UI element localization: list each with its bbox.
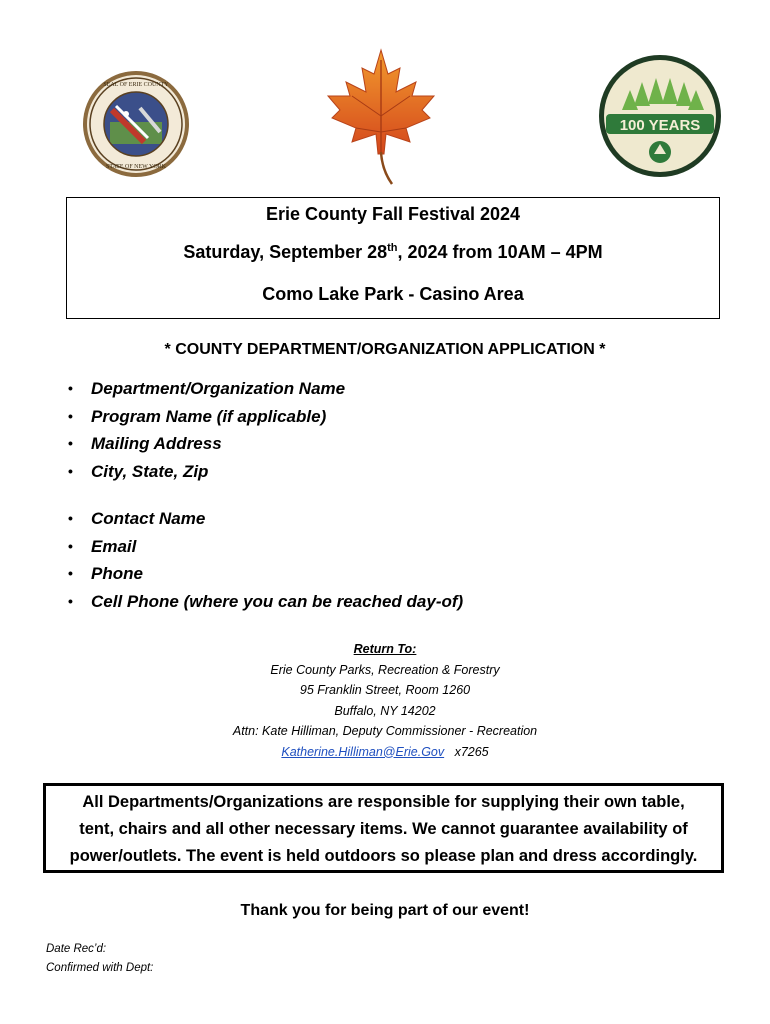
field-label: Department/Organization Name bbox=[91, 379, 346, 398]
bullet-icon: • bbox=[68, 380, 73, 396]
field-label: Program Name (if applicable) bbox=[91, 406, 327, 426]
field-label: Email bbox=[91, 536, 137, 556]
badge-text: 100 YEARS bbox=[619, 117, 701, 134]
notice-line: power/outlets. The event is held outdoors so please plan and dress accordingly. bbox=[69, 847, 698, 865]
event-title: Erie County Fall Festival 2024 bbox=[265, 204, 521, 224]
bullet-icon: • bbox=[68, 592, 73, 609]
event-date-main: Saturday, September 28 bbox=[183, 242, 388, 262]
notice-box bbox=[43, 783, 724, 873]
bullet-icon: • bbox=[68, 537, 73, 554]
field-label: Contact Name bbox=[91, 509, 206, 528]
field-label: Mailing Address bbox=[91, 434, 222, 453]
confirmed-with-dept-label: Confirmed with Dept: bbox=[46, 962, 154, 974]
maple-leaf-icon bbox=[322, 46, 440, 186]
seal-bottom-text: STATE OF NEW YORK bbox=[105, 164, 167, 170]
list-item bbox=[66, 505, 463, 533]
return-to-heading: Return To: bbox=[353, 642, 417, 656]
field-label: City, State, Zip bbox=[91, 461, 209, 481]
list-item bbox=[66, 403, 345, 431]
list-item bbox=[66, 533, 463, 561]
bullet-icon: • bbox=[68, 407, 73, 424]
bullet-icon: • bbox=[68, 510, 73, 526]
return-to-contact bbox=[0, 742, 770, 763]
list-item bbox=[66, 430, 345, 458]
event-title-box bbox=[66, 197, 720, 319]
notice-line: All Departments/Organizations are responsible for supplying their own table, bbox=[82, 793, 685, 811]
bullet-icon: • bbox=[68, 462, 73, 479]
event-date-suffix-sup: th bbox=[387, 242, 398, 254]
return-to-attn: Attn: Kate Hilliman, Deputy Commissioner - Recreation bbox=[232, 724, 538, 738]
field-label: Cell Phone (where you can be reached day-of) bbox=[91, 591, 464, 611]
field-label: Phone bbox=[91, 564, 143, 583]
list-item bbox=[66, 375, 345, 403]
return-to-city: Buffalo, NY 14202 bbox=[334, 703, 436, 718]
contact-fields-list bbox=[66, 505, 463, 615]
application-heading: * COUNTY DEPARTMENT/ORGANIZATION APPLICATION * bbox=[164, 341, 606, 358]
erie-county-seal-logo bbox=[82, 70, 190, 178]
return-to-org: Erie County Parks, Recreation & Forestry bbox=[270, 662, 500, 677]
organization-fields-list bbox=[66, 375, 345, 485]
list-item bbox=[66, 560, 463, 588]
bullet-icon: • bbox=[68, 435, 73, 451]
bullet-icon: • bbox=[68, 565, 73, 581]
event-location: Como Lake Park - Casino Area bbox=[262, 284, 524, 304]
return-to-block bbox=[0, 639, 770, 762]
thank-you-message: Thank you for being part of our event! bbox=[240, 902, 530, 919]
date-received-label: Date Rec’d: bbox=[46, 943, 107, 955]
phone-extension: x7265 bbox=[454, 744, 489, 759]
email-link[interactable]: Katherine.Hilliman@Erie.Gov bbox=[281, 744, 445, 759]
100-years-badge-logo bbox=[598, 54, 722, 178]
notice-line: tent, chairs and all other necessary items. We cannot guarantee availability of bbox=[79, 820, 688, 838]
list-item bbox=[66, 588, 463, 616]
header-logos bbox=[0, 44, 770, 189]
return-to-street: 95 Franklin Street, Room 1260 bbox=[299, 683, 471, 697]
seal-top-text: SEAL OF ERIE COUNTY bbox=[103, 82, 169, 88]
list-item bbox=[66, 458, 345, 486]
event-date-time: , 2024 from 10AM – 4PM bbox=[397, 242, 603, 262]
event-date bbox=[67, 242, 719, 263]
